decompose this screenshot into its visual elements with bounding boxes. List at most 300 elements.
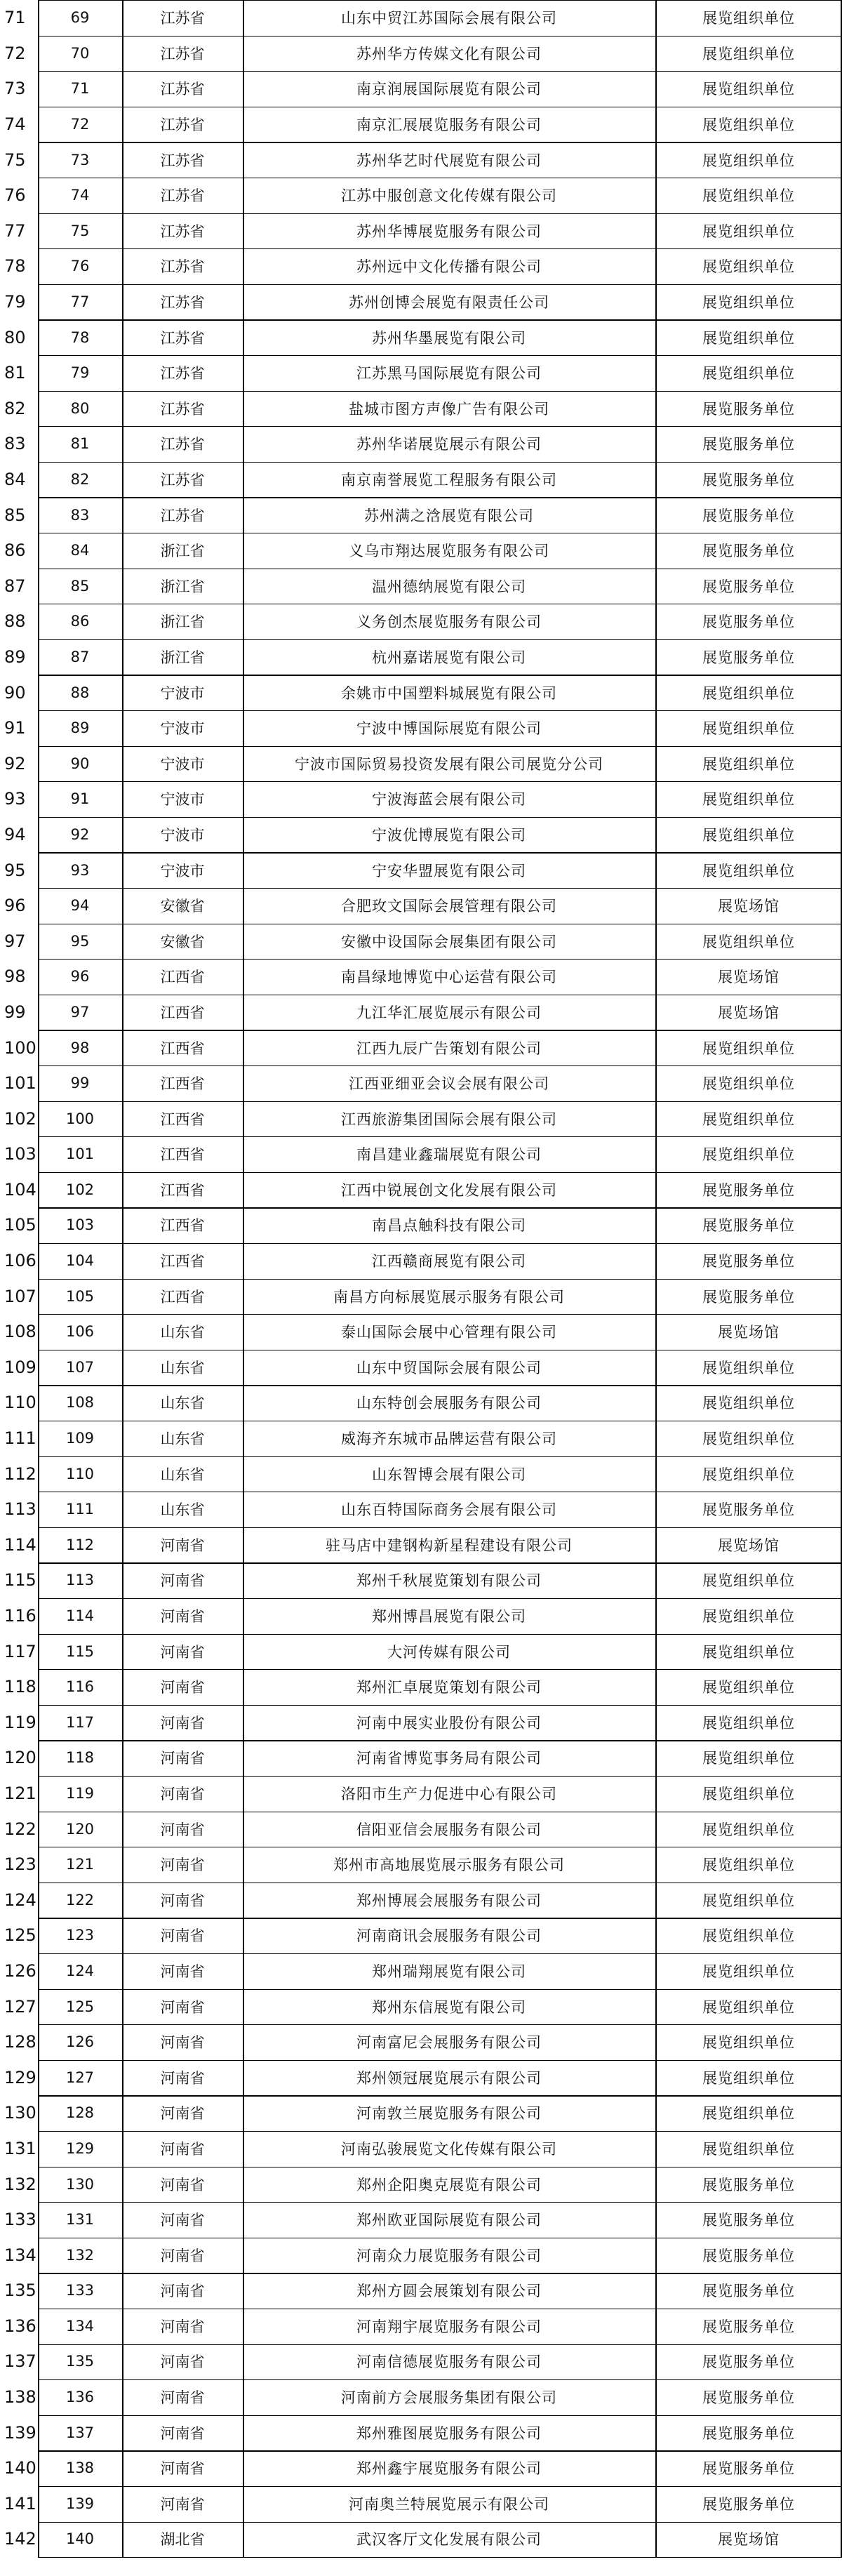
- table-row: [0, 1207, 842, 1243]
- unit-type-cell: 展览组织单位: [702, 294, 795, 312]
- row-number-cell: 101: [4, 1073, 36, 1094]
- row-number-cell: 80: [4, 327, 26, 347]
- row-number-cell: 109: [4, 1357, 36, 1377]
- sequence-cell: 132: [65, 2246, 95, 2264]
- sequence-cell: 122: [65, 1891, 95, 1908]
- province-cell: 河南省: [160, 2495, 205, 2513]
- unit-type-cell: 展览组织单位: [702, 329, 795, 347]
- row-number-cell: 82: [4, 398, 26, 418]
- sequence-cell: 88: [70, 684, 90, 701]
- province-cell: 江苏省: [160, 223, 205, 240]
- company-cell: 郑州千秋展览策划有限公司: [356, 1572, 542, 1590]
- row-number-cell: 73: [4, 79, 26, 99]
- row-divider: [38, 2522, 842, 2523]
- row-divider: [38, 817, 842, 818]
- table-row: [0, 569, 842, 604]
- row-divider: [38, 1279, 842, 1280]
- table-row: [0, 1030, 842, 1065]
- province-cell: 江西省: [160, 1004, 205, 1021]
- company-cell: 泰山国际会展中心管理有限公司: [341, 1324, 557, 1341]
- row-divider: [38, 1705, 842, 1706]
- company-cell: 苏州远中文化传播有限公司: [356, 258, 542, 276]
- company-cell: 苏州华艺时代展览有限公司: [356, 152, 542, 169]
- sequence-cell: 82: [70, 471, 90, 489]
- row-number-cell: 131: [4, 2138, 36, 2158]
- unit-type-cell: 展览服务单位: [702, 2353, 795, 2371]
- row-number-cell: 127: [4, 1996, 36, 2017]
- table-row: [0, 1776, 842, 1812]
- sequence-cell: 112: [65, 1536, 95, 1553]
- sequence-cell: 109: [65, 1430, 95, 1447]
- table-row: [0, 1456, 842, 1492]
- table-row: [0, 2059, 842, 2095]
- row-number-cell: 102: [4, 1108, 36, 1129]
- table-row: [0, 142, 842, 178]
- row-divider: [38, 391, 842, 392]
- province-cell: 河南省: [160, 1679, 205, 1697]
- table-row: [0, 852, 842, 888]
- sequence-cell: 95: [70, 932, 90, 950]
- row-divider: [38, 2486, 842, 2487]
- unit-type-cell: 展览组织单位: [702, 223, 795, 240]
- province-cell: 安徽省: [160, 933, 205, 950]
- unit-type-cell: 展览场馆: [718, 2531, 780, 2549]
- sequence-cell: 97: [70, 1003, 90, 1021]
- province-cell: 湖北省: [160, 2531, 205, 2549]
- row-number-cell: 114: [4, 1534, 36, 1555]
- unit-type-cell: 展览服务单位: [702, 1288, 795, 1306]
- company-cell: 河南翔宇展览服务有限公司: [356, 2318, 542, 2335]
- row-divider: [38, 284, 842, 285]
- sequence-cell: 140: [65, 2530, 95, 2548]
- company-cell: 河南中展实业股份有限公司: [356, 1714, 542, 1732]
- row-number-cell: 88: [4, 611, 26, 632]
- row-divider: [38, 1065, 842, 1066]
- row-number-cell: 117: [4, 1641, 36, 1661]
- sequence-cell: 81: [70, 435, 90, 453]
- unit-type-cell: 展览组织单位: [702, 365, 795, 383]
- company-cell: 河南奥兰特展览展示有限公司: [349, 2495, 549, 2513]
- unit-type-cell: 展览服务单位: [702, 2460, 795, 2478]
- row-divider: [38, 1634, 842, 1635]
- company-cell: 郑州东信展览有限公司: [372, 1998, 526, 2016]
- unit-type-cell: 展览服务单位: [702, 2247, 795, 2264]
- row-number-cell: 77: [4, 220, 26, 241]
- row-number-cell: 98: [4, 967, 26, 987]
- unit-type-cell: 展览组织单位: [702, 258, 795, 276]
- company-cell: 南京润展国际展览有限公司: [356, 81, 542, 98]
- row-number-cell: 118: [4, 1677, 36, 1697]
- row-number-cell: 94: [4, 824, 26, 844]
- row-number-cell: 106: [4, 1251, 36, 1271]
- row-number-cell: 140: [4, 2458, 36, 2478]
- province-cell: 江苏省: [160, 436, 205, 453]
- row-number-cell: 87: [4, 576, 26, 596]
- company-cell: 山东中贸江苏国际会展有限公司: [341, 10, 557, 27]
- sequence-cell: 86: [70, 613, 90, 630]
- company-cell: 盐城市图方声像广告有限公司: [349, 400, 549, 418]
- row-number-cell: 111: [4, 1428, 36, 1449]
- company-cell: 河南众力展览服务有限公司: [356, 2247, 542, 2264]
- table-row: [0, 1918, 842, 1953]
- sequence-cell: 116: [65, 1678, 95, 1696]
- row-number-cell: 105: [4, 1215, 36, 1235]
- province-cell: 江西省: [160, 1181, 205, 1199]
- table-row: [0, 995, 842, 1030]
- row-number-cell: 121: [4, 1783, 36, 1803]
- unit-type-cell: 展览组织单位: [702, 862, 795, 879]
- province-cell: 浙江省: [160, 649, 205, 666]
- company-cell: 河南省博览事务局有限公司: [356, 1750, 542, 1767]
- company-cell: 郑州方圆会展策划有限公司: [356, 2283, 542, 2300]
- row-number-cell: 84: [4, 470, 26, 490]
- table-row: [0, 781, 842, 817]
- company-cell: 河南弘骏展览文化传媒有限公司: [341, 2140, 557, 2158]
- province-cell: 宁波市: [160, 862, 205, 879]
- row-divider: [38, 497, 842, 498]
- row-divider: [38, 71, 842, 72]
- sequence-cell: 74: [70, 187, 90, 204]
- row-number-cell: 71: [4, 8, 26, 28]
- company-cell: 九江华汇展览展示有限公司: [356, 1004, 542, 1021]
- table-row: [0, 178, 842, 213]
- province-cell: 江西省: [160, 1075, 205, 1093]
- unit-type-cell: 展览服务单位: [702, 1501, 795, 1519]
- unit-type-cell: 展览服务单位: [702, 613, 795, 631]
- unit-type-cell: 展览组织单位: [702, 10, 795, 27]
- unit-type-cell: 展览服务单位: [702, 400, 795, 418]
- row-number-cell: 134: [4, 2245, 36, 2265]
- sequence-cell: 98: [70, 1039, 90, 1056]
- row-divider: [38, 1562, 842, 1563]
- sequence-cell: 89: [70, 719, 90, 737]
- province-cell: 宁波市: [160, 720, 205, 738]
- company-cell: 郑州瑞翔展览有限公司: [372, 1963, 526, 1980]
- sequence-cell: 96: [70, 968, 90, 985]
- company-cell: 苏州创博会展览有限责任公司: [349, 294, 549, 312]
- row-divider: [38, 2060, 842, 2061]
- company-cell: 郑州企阳奥克展览有限公司: [356, 2176, 542, 2193]
- table-row: [0, 1882, 842, 1918]
- row-number-cell: 122: [4, 1819, 36, 1839]
- sequence-cell: 103: [65, 1216, 95, 1234]
- company-cell: 南昌点触科技有限公司: [372, 1217, 526, 1235]
- province-cell: 江西省: [160, 1040, 205, 1057]
- province-cell: 河南省: [160, 2069, 205, 2087]
- unit-type-cell: 展览组织单位: [702, 791, 795, 809]
- table-row: [0, 0, 842, 36]
- table-row: [0, 2450, 842, 2486]
- table-row: [0, 284, 842, 320]
- province-cell: 河南省: [160, 1927, 205, 1945]
- unit-type-cell: 展览服务单位: [702, 2176, 795, 2193]
- company-cell: 江西赣商展览有限公司: [372, 1253, 526, 1270]
- company-cell: 宁波中博国际展览有限公司: [356, 720, 542, 738]
- company-cell: 苏州华方传媒文化有限公司: [356, 45, 542, 62]
- row-divider: [38, 1207, 842, 1208]
- sequence-cell: 84: [70, 542, 90, 559]
- row-divider: [38, 639, 842, 640]
- row-divider: [38, 2202, 842, 2203]
- row-divider: [38, 1136, 842, 1137]
- unit-type-cell: 展览组织单位: [702, 1963, 795, 1980]
- table-row: [0, 2379, 842, 2415]
- sequence-cell: 78: [70, 328, 90, 346]
- company-cell: 信阳亚信会展服务有限公司: [356, 1821, 542, 1838]
- province-cell: 宁波市: [160, 826, 205, 844]
- province-cell: 河南省: [160, 2140, 205, 2158]
- province-cell: 山东省: [160, 1466, 205, 1483]
- province-cell: 江西省: [160, 1146, 205, 1164]
- row-number-cell: 136: [4, 2316, 36, 2336]
- table-row: [0, 2166, 842, 2202]
- company-cell: 江西九辰广告策划有限公司: [356, 1040, 542, 1057]
- company-cell: 武汉客厅文化发展有限公司: [356, 2531, 542, 2549]
- sequence-cell: 99: [70, 1075, 90, 1092]
- company-cell: 河南前方会展服务集团有限公司: [341, 2389, 557, 2407]
- table-row: [0, 710, 842, 746]
- company-cell: 南昌绿地博览中心运营有限公司: [341, 969, 557, 986]
- company-cell: 义乌市翔达展览服务有限公司: [349, 543, 549, 560]
- unit-type-cell: 展览组织单位: [702, 2069, 795, 2087]
- table-row: [0, 1492, 842, 1527]
- province-cell: 江苏省: [160, 329, 205, 347]
- unit-type-cell: 展览组织单位: [702, 1643, 795, 1661]
- row-number-cell: 110: [4, 1393, 36, 1413]
- row-divider: [38, 1385, 842, 1386]
- row-divider: [38, 1669, 842, 1670]
- row-number-cell: 107: [4, 1286, 36, 1306]
- sequence-cell: 126: [65, 2033, 95, 2051]
- company-cell: 苏州满之浛展览有限公司: [364, 507, 534, 524]
- table-row: [0, 1172, 842, 1208]
- unit-type-cell: 展览组织单位: [702, 1395, 795, 1412]
- sequence-cell: 127: [65, 2069, 95, 2086]
- province-cell: 江苏省: [160, 81, 205, 98]
- table-row: [0, 319, 842, 355]
- province-cell: 河南省: [160, 2389, 205, 2407]
- company-cell: 江苏中服创意文化传媒有限公司: [341, 187, 557, 205]
- table-row: [0, 355, 842, 391]
- unit-type-cell: 展览组织单位: [702, 1927, 795, 1945]
- row-number-cell: 130: [4, 2103, 36, 2123]
- sequence-cell: 69: [70, 9, 90, 27]
- row-number-cell: 112: [4, 1463, 36, 1484]
- unit-type-cell: 展览服务单位: [702, 543, 795, 560]
- province-cell: 江苏省: [160, 187, 205, 205]
- row-number-cell: 90: [4, 682, 26, 703]
- row-divider: [38, 959, 842, 960]
- province-cell: 河南省: [160, 1821, 205, 1838]
- unit-type-cell: 展览组织单位: [702, 2105, 795, 2123]
- province-cell: 安徽省: [160, 898, 205, 915]
- row-number-cell: 124: [4, 1890, 36, 1910]
- province-cell: 河南省: [160, 2460, 205, 2478]
- row-divider: [38, 2557, 842, 2558]
- sequence-cell: 121: [65, 1856, 95, 1873]
- unit-type-cell: 展览服务单位: [702, 578, 795, 595]
- unit-type-cell: 展览服务单位: [702, 436, 795, 453]
- company-cell: 温州德纳展览有限公司: [372, 578, 526, 595]
- row-number-cell: 86: [4, 540, 26, 561]
- unit-type-cell: 展览组织单位: [702, 755, 795, 773]
- table-row: [0, 817, 842, 853]
- table-row: [0, 1527, 842, 1563]
- unit-type-cell: 展览场馆: [718, 1536, 780, 1554]
- unit-type-cell: 展览组织单位: [702, 1714, 795, 1732]
- sequence-cell: 133: [65, 2282, 95, 2299]
- sequence-cell: 77: [70, 293, 90, 311]
- row-number-cell: 142: [4, 2529, 36, 2549]
- province-cell: 宁波市: [160, 684, 205, 702]
- unit-type-cell: 展览场馆: [718, 898, 780, 915]
- unit-type-cell: 展览组织单位: [702, 720, 795, 738]
- unit-type-cell: 展览组织单位: [702, 1750, 795, 1767]
- company-cell: 安徽中设国际会展集团有限公司: [341, 933, 557, 950]
- row-divider: [38, 2095, 842, 2096]
- unit-type-cell: 展览组织单位: [702, 1146, 795, 1164]
- province-cell: 江苏省: [160, 152, 205, 169]
- unit-type-cell: 展览组织单位: [702, 1110, 795, 1128]
- company-cell: 驻马店中建钢构新星程建设有限公司: [326, 1536, 573, 1554]
- row-number-cell: 89: [4, 646, 26, 667]
- company-cell: 郑州博昌展览有限公司: [372, 1608, 526, 1626]
- row-divider: [38, 1456, 842, 1457]
- company-cell: 河南信德展览服务有限公司: [356, 2353, 542, 2371]
- unit-type-cell: 展览组织单位: [702, 1430, 795, 1448]
- province-cell: 江苏省: [160, 400, 205, 418]
- sequence-cell: 128: [65, 2104, 95, 2122]
- row-number-cell: 103: [4, 1144, 36, 1164]
- row-divider: [38, 248, 842, 249]
- row-divider: [38, 462, 842, 463]
- province-cell: 浙江省: [160, 613, 205, 631]
- sequence-cell: 131: [65, 2211, 95, 2229]
- unit-type-cell: 展览服务单位: [702, 2424, 795, 2442]
- row-number-cell: 135: [4, 2280, 36, 2301]
- row-number-cell: 85: [4, 505, 26, 525]
- row-number-cell: 91: [4, 718, 26, 738]
- row-divider: [38, 1598, 842, 1599]
- province-cell: 河南省: [160, 1857, 205, 1874]
- company-cell: 宁波优博展览有限公司: [372, 826, 526, 844]
- province-cell: 山东省: [160, 1430, 205, 1448]
- sequence-cell: 120: [65, 1820, 95, 1838]
- company-cell: 江苏黑马国际展览有限公司: [356, 365, 542, 383]
- row-divider: [38, 1101, 842, 1102]
- row-number-cell: 132: [4, 2174, 36, 2194]
- sequence-cell: 93: [70, 861, 90, 879]
- row-divider: [38, 319, 842, 320]
- sequence-cell: 76: [70, 258, 90, 275]
- table-row: [0, 2486, 842, 2522]
- sequence-cell: 119: [65, 1784, 95, 1802]
- unit-type-cell: 展览组织单位: [702, 1785, 795, 1802]
- sequence-cell: 114: [65, 1607, 95, 1625]
- table-row: [0, 2202, 842, 2238]
- unit-type-cell: 展览组织单位: [702, 2140, 795, 2158]
- row-number-cell: 119: [4, 1712, 36, 1732]
- row-divider: [38, 0, 842, 1]
- table-row: [0, 2095, 842, 2131]
- row-number-cell: 81: [4, 363, 26, 383]
- province-cell: 河南省: [160, 1608, 205, 1626]
- table-row: [0, 2344, 842, 2379]
- unit-type-cell: 展览组织单位: [702, 2034, 795, 2052]
- table-row: [0, 1136, 842, 1172]
- row-number-cell: 139: [4, 2422, 36, 2443]
- table-row: [0, 2309, 842, 2344]
- sequence-cell: 115: [65, 1642, 95, 1660]
- row-number-cell: 78: [4, 256, 26, 277]
- province-cell: 河南省: [160, 2353, 205, 2371]
- unit-type-cell: 展览组织单位: [702, 1075, 795, 1093]
- row-number-cell: 79: [4, 292, 26, 312]
- province-cell: 河南省: [160, 2424, 205, 2442]
- row-divider: [38, 2415, 842, 2416]
- unit-type-cell: 展览组织单位: [702, 1998, 795, 2016]
- row-number-cell: 104: [4, 1179, 36, 1200]
- row-number-cell: 96: [4, 896, 26, 916]
- row-number-cell: 128: [4, 2032, 36, 2052]
- sequence-cell: 135: [65, 2353, 95, 2370]
- row-divider: [38, 1314, 842, 1315]
- province-cell: 江西省: [160, 969, 205, 986]
- sequence-cell: 91: [70, 790, 90, 808]
- province-cell: 江苏省: [160, 258, 205, 276]
- sequence-cell: 73: [70, 151, 90, 168]
- row-number-cell: 74: [4, 114, 26, 135]
- unit-type-cell: 展览组织单位: [702, 1892, 795, 1909]
- sequence-cell: 83: [70, 506, 90, 524]
- table-row: [0, 1562, 842, 1598]
- row-number-cell: 125: [4, 1925, 36, 1946]
- table-row: [0, 1705, 842, 1741]
- row-number-cell: 72: [4, 43, 26, 63]
- unit-type-cell: 展览组织单位: [702, 1466, 795, 1483]
- table-row: [0, 391, 842, 427]
- unit-type-cell: 展览组织单位: [702, 117, 795, 134]
- province-cell: 江西省: [160, 1110, 205, 1128]
- company-cell: 宁安华盟展览有限公司: [372, 862, 526, 879]
- sequence-cell: 102: [65, 1181, 95, 1198]
- table-row: [0, 1811, 842, 1847]
- province-cell: 山东省: [160, 1501, 205, 1519]
- sequence-cell: 129: [65, 2139, 95, 2157]
- province-cell: 江苏省: [160, 10, 205, 27]
- row-divider: [38, 1776, 842, 1777]
- unit-type-cell: 展览服务单位: [702, 1253, 795, 1270]
- row-number-cell: 137: [4, 2351, 36, 2372]
- unit-type-cell: 展览组织单位: [702, 187, 795, 205]
- table-row: [0, 1350, 842, 1386]
- table-row: [0, 462, 842, 498]
- province-cell: 河南省: [160, 1785, 205, 1802]
- sequence-cell: 138: [65, 2459, 95, 2477]
- table-row: [0, 1598, 842, 1634]
- company-cell: 宁波市国际贸易投资发展有限公司展览分公司: [295, 755, 603, 773]
- province-cell: 河南省: [160, 2283, 205, 2300]
- table-row: [0, 604, 842, 639]
- sequence-cell: 101: [65, 1146, 95, 1163]
- row-divider: [38, 1243, 842, 1244]
- province-cell: 山东省: [160, 1359, 205, 1376]
- row-divider: [38, 1740, 842, 1741]
- company-cell: 山东中贸国际会展有限公司: [356, 1359, 542, 1376]
- province-cell: 河南省: [160, 2318, 205, 2335]
- company-cell: 江西亚细亚会议会展有限公司: [349, 1075, 549, 1093]
- company-cell: 江西旅游集团国际会展有限公司: [341, 1110, 557, 1128]
